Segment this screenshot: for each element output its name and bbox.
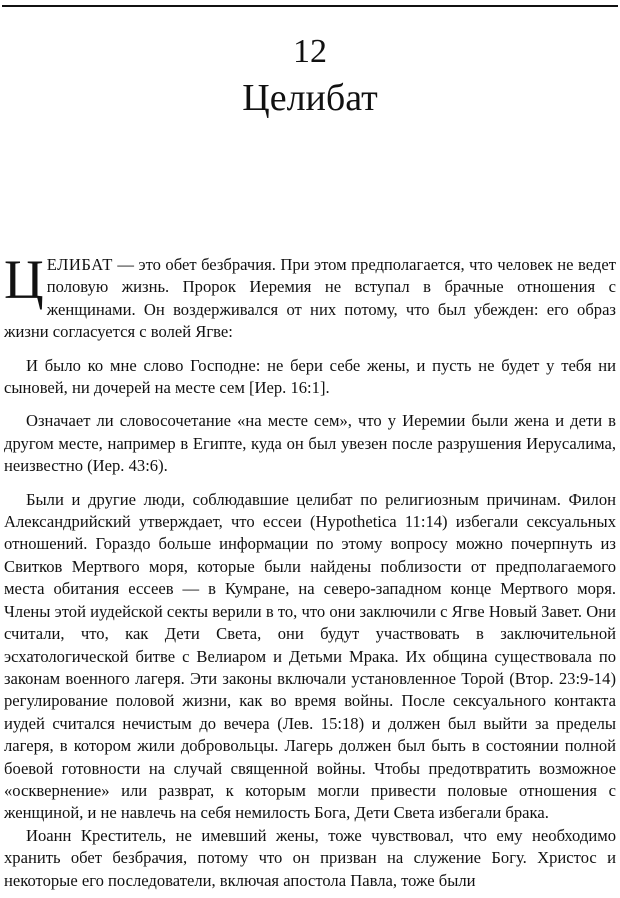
paragraph-3: Были и другие люди, соблюдавшие целибат по религиозным причинам. Филон Александрийский утверждает, что ессеи (Hypothetica 11:14) избегали сексуальных отношений. Гораздо больше информации по этому вопросу можно почерпнуть из Свитков Мертвого моря, которые были найдены поблизости от предполагаемого места обитания ессеев — в Кумране, на северо-западном конце Мертвого моря. Члены этой иудейской секты верили в то, что они заключили с Ягве Новый Завет. Они считали, что, как Дети Света, они будут участвовать в заключительной эсхатологической битве с Велиаром и Детьми Мрака. Их община существовала по законам военного лагеря. Эти законы включали установленное Торой (Втор. 23:9-14) регулирование половой жизни, как во время войны. После сексуального контакта иудей считался нечистым до вечера (Лев. 15:18) и должен был выйти за пределы лагеря, в котором жили добровольцы. Лагерь должен был быть в состоянии полной боевой готовности на случай священной войны. Чтобы предотвратить возможное «осквернение» или разврат, к которым могли привести половые отношения с женщиной, и не навлечь на себя немилость Бога, Дети Света избегали брака. xyxy=(4,489,616,823)
paragraph-4: Иоанн Креститель, не имевший жены, тоже чувствовал, что ему необходимо хранить обет безбрачия, потому что он призван на служение Богу. Христос и некоторые его последователи, включая апостола Павла, тоже были xyxy=(4,825,616,890)
chapter-body xyxy=(4,249,616,892)
quote-paragraph: И было ко мне слово Господне: не бери себе жены, и пусть не будет у тебя ни сыновей, ни дочерей на месте сем [Иер. 16:1]. xyxy=(4,355,616,398)
chapter-number: 12 xyxy=(293,33,327,70)
top-rule xyxy=(2,5,618,7)
chapter-title: Целибат xyxy=(242,77,378,119)
paragraph-2: Означает ли словосочетание «на месте сем», что у Иеремии были жена и дети в другом месте, например в Египте, куда он был увезен после разрушения Иерусалима, неизвестно (Иер. 43:6). xyxy=(4,411,616,476)
opening-caps: ЕЛИБАТ xyxy=(46,255,113,274)
paragraph-opening xyxy=(4,249,616,344)
paragraph-opening-text: — это обет безбрачия. При этом предполагается, что человек не ведет половую жизнь. Пророк Иеремия не вступал в брачные отношения с женщинами. Он воздерживался от них потому, что был убежден: его образ жизни согласуется с волей Ягве: xyxy=(4,255,616,342)
drop-cap: Ц xyxy=(4,249,44,310)
